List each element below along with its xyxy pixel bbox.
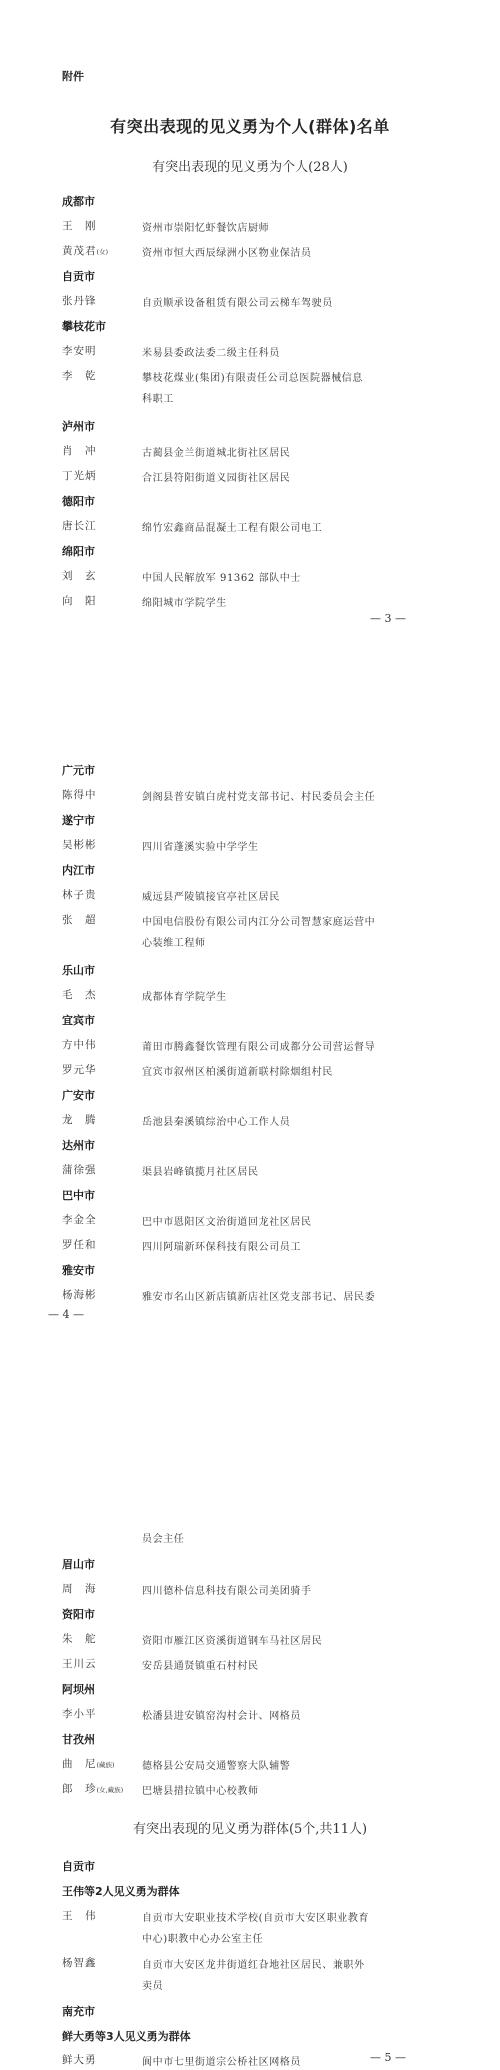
city-heading: 绵阳市 [62,545,95,558]
city-heading: 广安市 [62,1089,95,1102]
person-tag: (女,藏族) [96,1786,124,1794]
city-heading: 宜宾市 [62,1014,95,1027]
document-title: 有突出表现的见义勇为个人(群体)名单 [110,117,390,136]
person-description: 资州市恒大西辰绿洲小区物业保洁员 [142,248,312,259]
city-heading: 成都市 [62,195,95,208]
person-tag: (藏族) [96,1761,115,1769]
city-heading: 德阳市 [62,495,95,508]
person-name: 罗任和 [62,1239,97,1251]
city-heading: 泸州市 [62,420,95,433]
person-description: 中国人民解放军 91362 部队中士 [142,573,301,584]
person-description: 剑阁县普安镇白虎村党支部书记、村民委员会主任 [142,792,376,803]
person-description: 阆中市七里街道宗公桥社区网格员 [142,2057,301,2068]
person-description: 绵竹宏鑫商品混凝土工程有限公司电工 [142,523,323,534]
person-name: 黄茂君(女) [62,245,109,257]
person-description: 四川阿瑞新环保科技有限公司员工 [142,1242,301,1253]
person-description: 古蔺县金兰街道城北街社区居民 [142,448,291,459]
person-name: 杨海彬 [62,1289,97,1301]
city-heading: 阿坝州 [62,1683,95,1696]
person-name: 方中伟 [62,1039,97,1051]
individual-list-subtitle: 有突出表现的见义勇为个人(28人) [152,160,348,175]
city-heading: 眉山市 [62,1558,95,1571]
person-description: 合江县符阳街道义园街社区居民 [142,473,291,484]
person-description: 成都体育学院学生 [142,992,227,1003]
person-description: 自贡市大安职业技术学校(自贡市大安区职业教育 [142,1913,370,1924]
person-name: 张 超 [62,914,97,926]
city-heading: 自贡市 [62,1860,95,1873]
person-description: 自贡市大安区龙井街道红旮地社区居民、兼职外 [142,1960,365,1971]
person-name: 唐长江 [62,520,97,532]
city-heading: 内江市 [62,864,95,877]
person-description: 中国电信股份有限公司内江分公司智慧家庭运营中 [142,917,376,928]
person-name: 吴彬彬 [62,839,97,851]
person-name: 龙 腾 [62,1114,97,1126]
person-description: 巴中市恩阳区文治街道回龙社区居民 [142,1217,312,1228]
person-description: 米易县委政法委二级主任科员 [142,348,280,359]
person-description: 四川省蓬溪实验中学学生 [142,842,259,853]
person-name: 李安明 [62,345,97,357]
person-name: 毛 杰 [62,989,97,1001]
person-name: 曲 尼(藏族) [62,1758,115,1770]
person-name: 朱 舵 [62,1633,97,1645]
group-heading: 鲜大勇等3人见义勇为群体 [62,2030,191,2043]
person-name: 杨智鑫 [62,1957,97,1969]
person-description: 松潘县进安镇窑沟村会计、网格员 [142,1711,301,1722]
person-description-continued: 心装维工程师 [142,938,206,949]
person-name: 张丹锋 [62,295,97,307]
person-name: 蒲徐强 [62,1164,97,1176]
city-heading: 资阳市 [62,1608,95,1621]
person-name: 鲜大勇 [62,2054,97,2066]
group-heading: 王伟等2人见义勇为群体 [62,1885,180,1898]
city-heading: 甘孜州 [62,1733,95,1746]
page-number: — 4 — [48,1308,84,1321]
city-heading: 自贡市 [62,270,95,283]
person-name: 李小平 [62,1708,97,1720]
person-description-continued: 员会主任 [142,1534,185,1545]
city-heading: 广元市 [62,764,95,777]
person-name: 王川云 [62,1658,97,1670]
person-description: 攀枝花煤业(集团)有限责任公司总医院器械信息 [142,373,364,384]
person-name: 李 乾 [62,370,97,382]
person-name: 肖 冲 [62,445,97,457]
person-name: 罗元华 [62,1064,97,1076]
document-page-2 [0,740,500,1321]
city-heading: 巴中市 [62,1189,95,1202]
person-description: 宜宾市叙州区柏溪街道新联村除烟组村民 [142,1067,333,1078]
person-description-continued: 卖员 [142,1981,164,1992]
person-description: 四川德朴信息科技有限公司美团骑手 [142,1586,312,1597]
person-name: 周 海 [62,1583,97,1595]
attachment-label: 附件 [62,70,84,83]
person-description: 资州市崇阳忆虾餐饮店厨师 [142,223,270,234]
page-number: — 5 — [370,2051,406,2064]
person-name: 刘 玄 [62,570,97,582]
person-description: 巴塘县措拉镇中心校教师 [142,1786,259,1797]
page-number: — 3 — [370,612,406,625]
person-description: 岳池县秦溪镇综治中心工作人员 [142,1117,291,1128]
city-heading: 攀枝花市 [62,320,106,333]
person-name: 郎 珍(女,藏族) [62,1783,124,1795]
person-description: 雅安市名山区新店镇新店社区党支部书记、居民委 [142,1292,376,1303]
person-description: 威远县严陵镇接官亭社区居民 [142,892,280,903]
city-heading: 乐山市 [62,964,95,977]
city-heading: 南充市 [62,2005,95,2018]
person-description: 德格县公安局交通警察大队辅警 [142,1761,291,1772]
document-page-1 [0,0,500,680]
person-name: 林子贵 [62,889,97,901]
person-description: 渠县岩峰镇揽月社区居民 [142,1167,259,1178]
group-list-subtitle: 有突出表现的见义勇为群体(5个,共11人) [132,1822,368,1837]
person-name: 王 伟 [62,1910,97,1922]
person-name: 向 阳 [62,595,97,607]
person-description: 莆田市腾鑫餐饮管理有限公司成都分公司营运督导 [142,1042,376,1053]
person-description-continued: 中心)职教中心办公室主任 [142,1934,264,1945]
person-description-continued: 科职工 [142,394,174,405]
person-description: 安岳县通贤镇重石村村民 [142,1661,259,1672]
person-description: 自贡顺承设备租赁有限公司云梯车驾驶员 [142,298,333,309]
person-name: 李金全 [62,1214,97,1226]
person-description: 绵阳城市学院学生 [142,598,227,609]
person-name: 陈得中 [62,789,97,801]
city-heading: 雅安市 [62,1264,95,1277]
person-name: 丁光炳 [62,470,97,482]
person-name: 王 刚 [62,220,97,232]
document-page-3 [0,1458,500,2070]
city-heading: 达州市 [62,1139,95,1152]
city-heading: 遂宁市 [62,814,95,827]
person-description: 资阳市雁江区资溪街道钢车马社区居民 [142,1636,323,1647]
person-tag: (女) [96,248,109,256]
